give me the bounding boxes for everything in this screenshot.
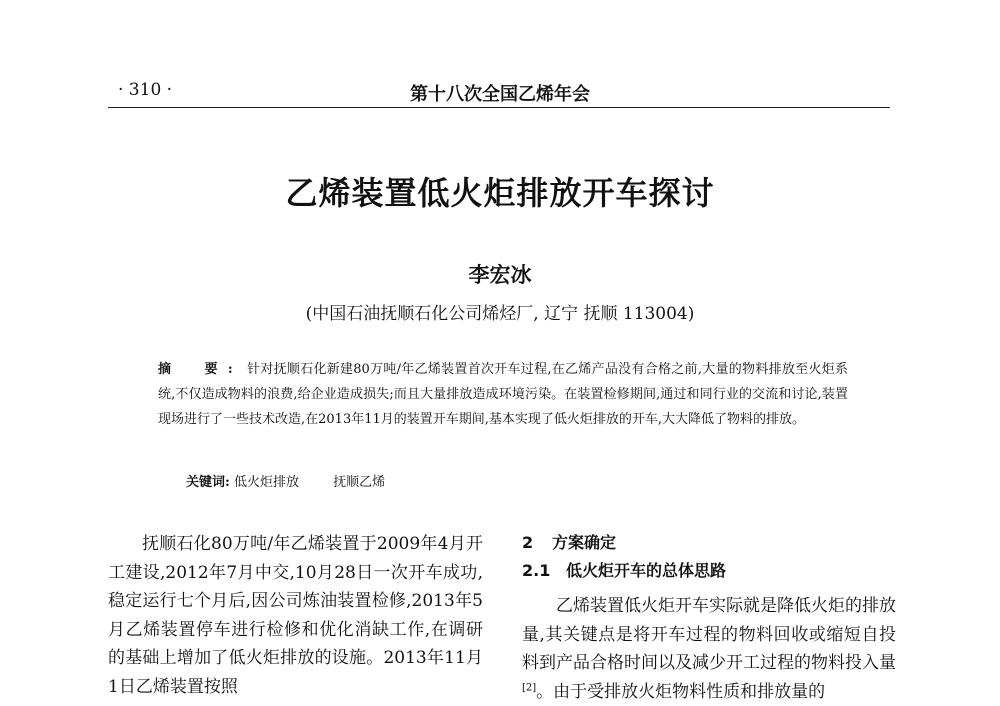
- abstract-label: 摘 要:: [158, 362, 243, 377]
- right-paragraph-text: 乙烯装置低火炬开车实际就是降低火炬的排放量,其关键点是将开车过程的物料回收或缩短自投料到产品合格时间以及减少开工过程的物料投入量: [522, 596, 896, 674]
- keyword-item: 抚顺乙烯: [333, 475, 386, 490]
- section-heading-2: [522, 530, 616, 553]
- abstract: [158, 357, 848, 432]
- running-header: 第十八次全国乙烯年会: [410, 84, 590, 105]
- page-number: · 310 ·: [118, 80, 173, 100]
- keywords-label: 关键词:: [186, 475, 230, 490]
- right-paragraph-tail: 。由于受排放火炬物料性质和排放量的: [536, 681, 826, 702]
- author-affiliation: (中国石油抚顺石化公司烯烃厂, 辽宁 抚顺 113004): [305, 304, 695, 324]
- section-number: 2: [522, 533, 534, 552]
- body-left-paragraph: 抚顺石化80万吨/年乙烯装置于2009年4月开工建设,2012年7月中交,10月28日一次开车成功,稳定运行七个月后,因公司炼油装置检修,2013年5月乙烯装置停车进行检修和优化消缺工作,在调研的基础上增加了低火炬排放的设施。2013年11月1日乙烯装置按照: [108, 534, 483, 697]
- author-name: 李宏冰: [468, 262, 532, 287]
- keywords: [186, 471, 415, 490]
- body-right-paragraph: [522, 592, 896, 706]
- header-rule: [108, 107, 890, 108]
- paper-title: 乙烯装置低火炬排放开车探讨: [285, 174, 715, 212]
- section-title: 方案确定: [552, 533, 617, 552]
- section-title: 低火炬开车的总体思路: [566, 561, 727, 580]
- keyword-item: 低火炬排放: [233, 475, 299, 490]
- section-number: 2.1: [522, 561, 551, 580]
- section-heading-2-1: [522, 558, 726, 581]
- citation-ref: [2]: [522, 682, 537, 694]
- abstract-text: 针对抚顺石化新建80万吨/年乙烯装置首次开车过程,在乙烯产品没有合格之前,大量的物料排放至火炬系统,不仅造成物料的浪费,给企业造成损失;而且大量排放造成环境污染。在装置检修期间,通过和同行业的交流和讨论,装置现场进行了一些技术改造,在2013年11月的装置开车期间,基本实现了低火炬排放的开车,大大降低了物料的排放。: [158, 362, 849, 427]
